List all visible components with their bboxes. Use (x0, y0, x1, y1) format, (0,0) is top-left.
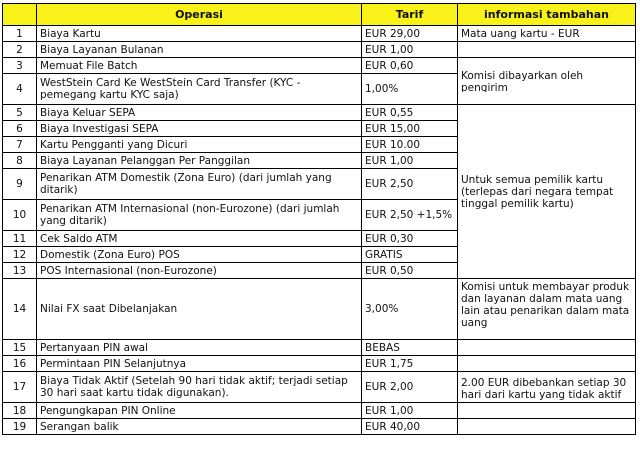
row-number: 8 (3, 153, 37, 169)
row-number: 1 (3, 26, 37, 42)
row-number: 19 (3, 419, 37, 435)
tariff-cell: 1,00% (362, 74, 458, 105)
row-number: 14 (3, 279, 37, 340)
row-number: 12 (3, 247, 37, 263)
tariff-cell: EUR 0,60 (362, 58, 458, 74)
tariff-cell: EUR 2,50 (362, 169, 458, 200)
operation-cell: Pertanyaan PIN awal (37, 340, 362, 356)
row-number: 18 (3, 403, 37, 419)
row-number: 5 (3, 105, 37, 121)
table-row (3, 58, 636, 74)
info-cell-empty (458, 356, 636, 372)
table-row (3, 26, 636, 42)
row-number: 3 (3, 58, 37, 74)
table-row (3, 279, 636, 340)
row-number: 13 (3, 263, 37, 279)
info-text: 2.00 EUR dibebankan setiap 30 hari dari kartu yang tidak aktif (461, 376, 627, 401)
table-row (3, 340, 636, 356)
tariff-cell: EUR 2,00 (362, 372, 458, 403)
row-number: 15 (3, 340, 37, 356)
tariff-cell: EUR 10.00 (362, 137, 458, 153)
tariff-cell: EUR 0,55 (362, 105, 458, 121)
fee-table (2, 3, 636, 435)
row-number: 4 (3, 74, 37, 105)
row-number: 11 (3, 231, 37, 247)
operation-cell: WestStein Card Ke WestStein Card Transfer (KYC - pemegang kartu KYC saja) (37, 74, 362, 105)
info-text: Komisi untuk membayar produk dan layanan dalam mata uang lain atau penarikan dalam mata uang (461, 280, 630, 329)
operation-cell: Memuat File Batch (37, 58, 362, 74)
operation-cell: Permintaan PIN Selanjutnya (37, 356, 362, 372)
tariff-cell: EUR 0,50 (362, 263, 458, 279)
operation-cell: Biaya Keluar SEPA (37, 105, 362, 121)
operation-cell: Biaya Layanan Pelanggan Per Panggilan (37, 153, 362, 169)
header-tariff: Tarif (362, 4, 458, 26)
operation-cell: Pengungkapan PIN Online (37, 403, 362, 419)
info-cell-empty (458, 419, 636, 435)
operation-cell: Biaya Kartu (37, 26, 362, 42)
operation-cell: Domestik (Zona Euro) POS (37, 247, 362, 263)
info-cell: Untuk semua pemilik kartu (terlepas dari negara tempat tinggal pemilik kartu) (458, 105, 636, 279)
header-operation: Operasi (37, 4, 362, 26)
row-number: 16 (3, 356, 37, 372)
tariff-cell: GRATIS (362, 247, 458, 263)
operation-cell: Biaya Tidak Aktif (Setelah 90 hari tidak aktif; terjadi setiap 30 hari saat kartu tidak digunakan). (37, 372, 362, 403)
tariff-cell: EUR 2,50 +1,5% (362, 200, 458, 231)
row-number: 2 (3, 42, 37, 58)
tariff-cell: EUR 0,30 (362, 231, 458, 247)
info-cell (458, 58, 636, 105)
header-info: informasi tambahan (458, 4, 636, 26)
info-cell-empty (458, 340, 636, 356)
table-row (3, 403, 636, 419)
operation-cell: Nilai FX saat Dibelanjakan (37, 279, 362, 340)
table-row (3, 372, 636, 403)
tariff-cell: EUR 1,00 (362, 153, 458, 169)
table-row (3, 42, 636, 58)
tariff-cell: EUR 1,75 (362, 356, 458, 372)
operation-cell: Penarikan ATM Internasional (non-Eurozone) (dari jumlah yang ditarik) (37, 200, 362, 231)
row-number: 10 (3, 200, 37, 231)
table-row (3, 356, 636, 372)
tariff-cell: EUR 15,00 (362, 121, 458, 137)
operation-cell: Serangan balik (37, 419, 362, 435)
tariff-cell: EUR 29,00 (362, 26, 458, 42)
operation-cell: Kartu Pengganti yang Dicuri (37, 137, 362, 153)
tariff-cell: BEBAS (362, 340, 458, 356)
tariff-cell: EUR 1,00 (362, 42, 458, 58)
row-number: 17 (3, 372, 37, 403)
row-number: 6 (3, 121, 37, 137)
operation-cell: Biaya Layanan Bulanan (37, 42, 362, 58)
table-row (3, 105, 636, 121)
info-cell-empty (458, 42, 636, 58)
info-cell-empty (458, 403, 636, 419)
table-row (3, 419, 636, 435)
header-row (3, 4, 636, 26)
info-text: Komisi dibayarkan oleh pengirim (461, 70, 584, 92)
operation-cell: POS Internasional (non-Eurozone) (37, 263, 362, 279)
tariff-cell: 3,00% (362, 279, 458, 340)
info-cell: Mata uang kartu - EUR (458, 26, 636, 42)
info-cell (458, 372, 636, 403)
header-no (3, 4, 37, 26)
tariff-cell: EUR 1,00 (362, 403, 458, 419)
operation-cell: Biaya Investigasi SEPA (37, 121, 362, 137)
row-number: 9 (3, 169, 37, 200)
tariff-cell: EUR 40,00 (362, 419, 458, 435)
row-number: 7 (3, 137, 37, 153)
info-cell (458, 279, 636, 340)
operation-cell: Penarikan ATM Domestik (Zona Euro) (dari jumlah yang ditarik) (37, 169, 362, 200)
operation-cell: Cek Saldo ATM (37, 231, 362, 247)
